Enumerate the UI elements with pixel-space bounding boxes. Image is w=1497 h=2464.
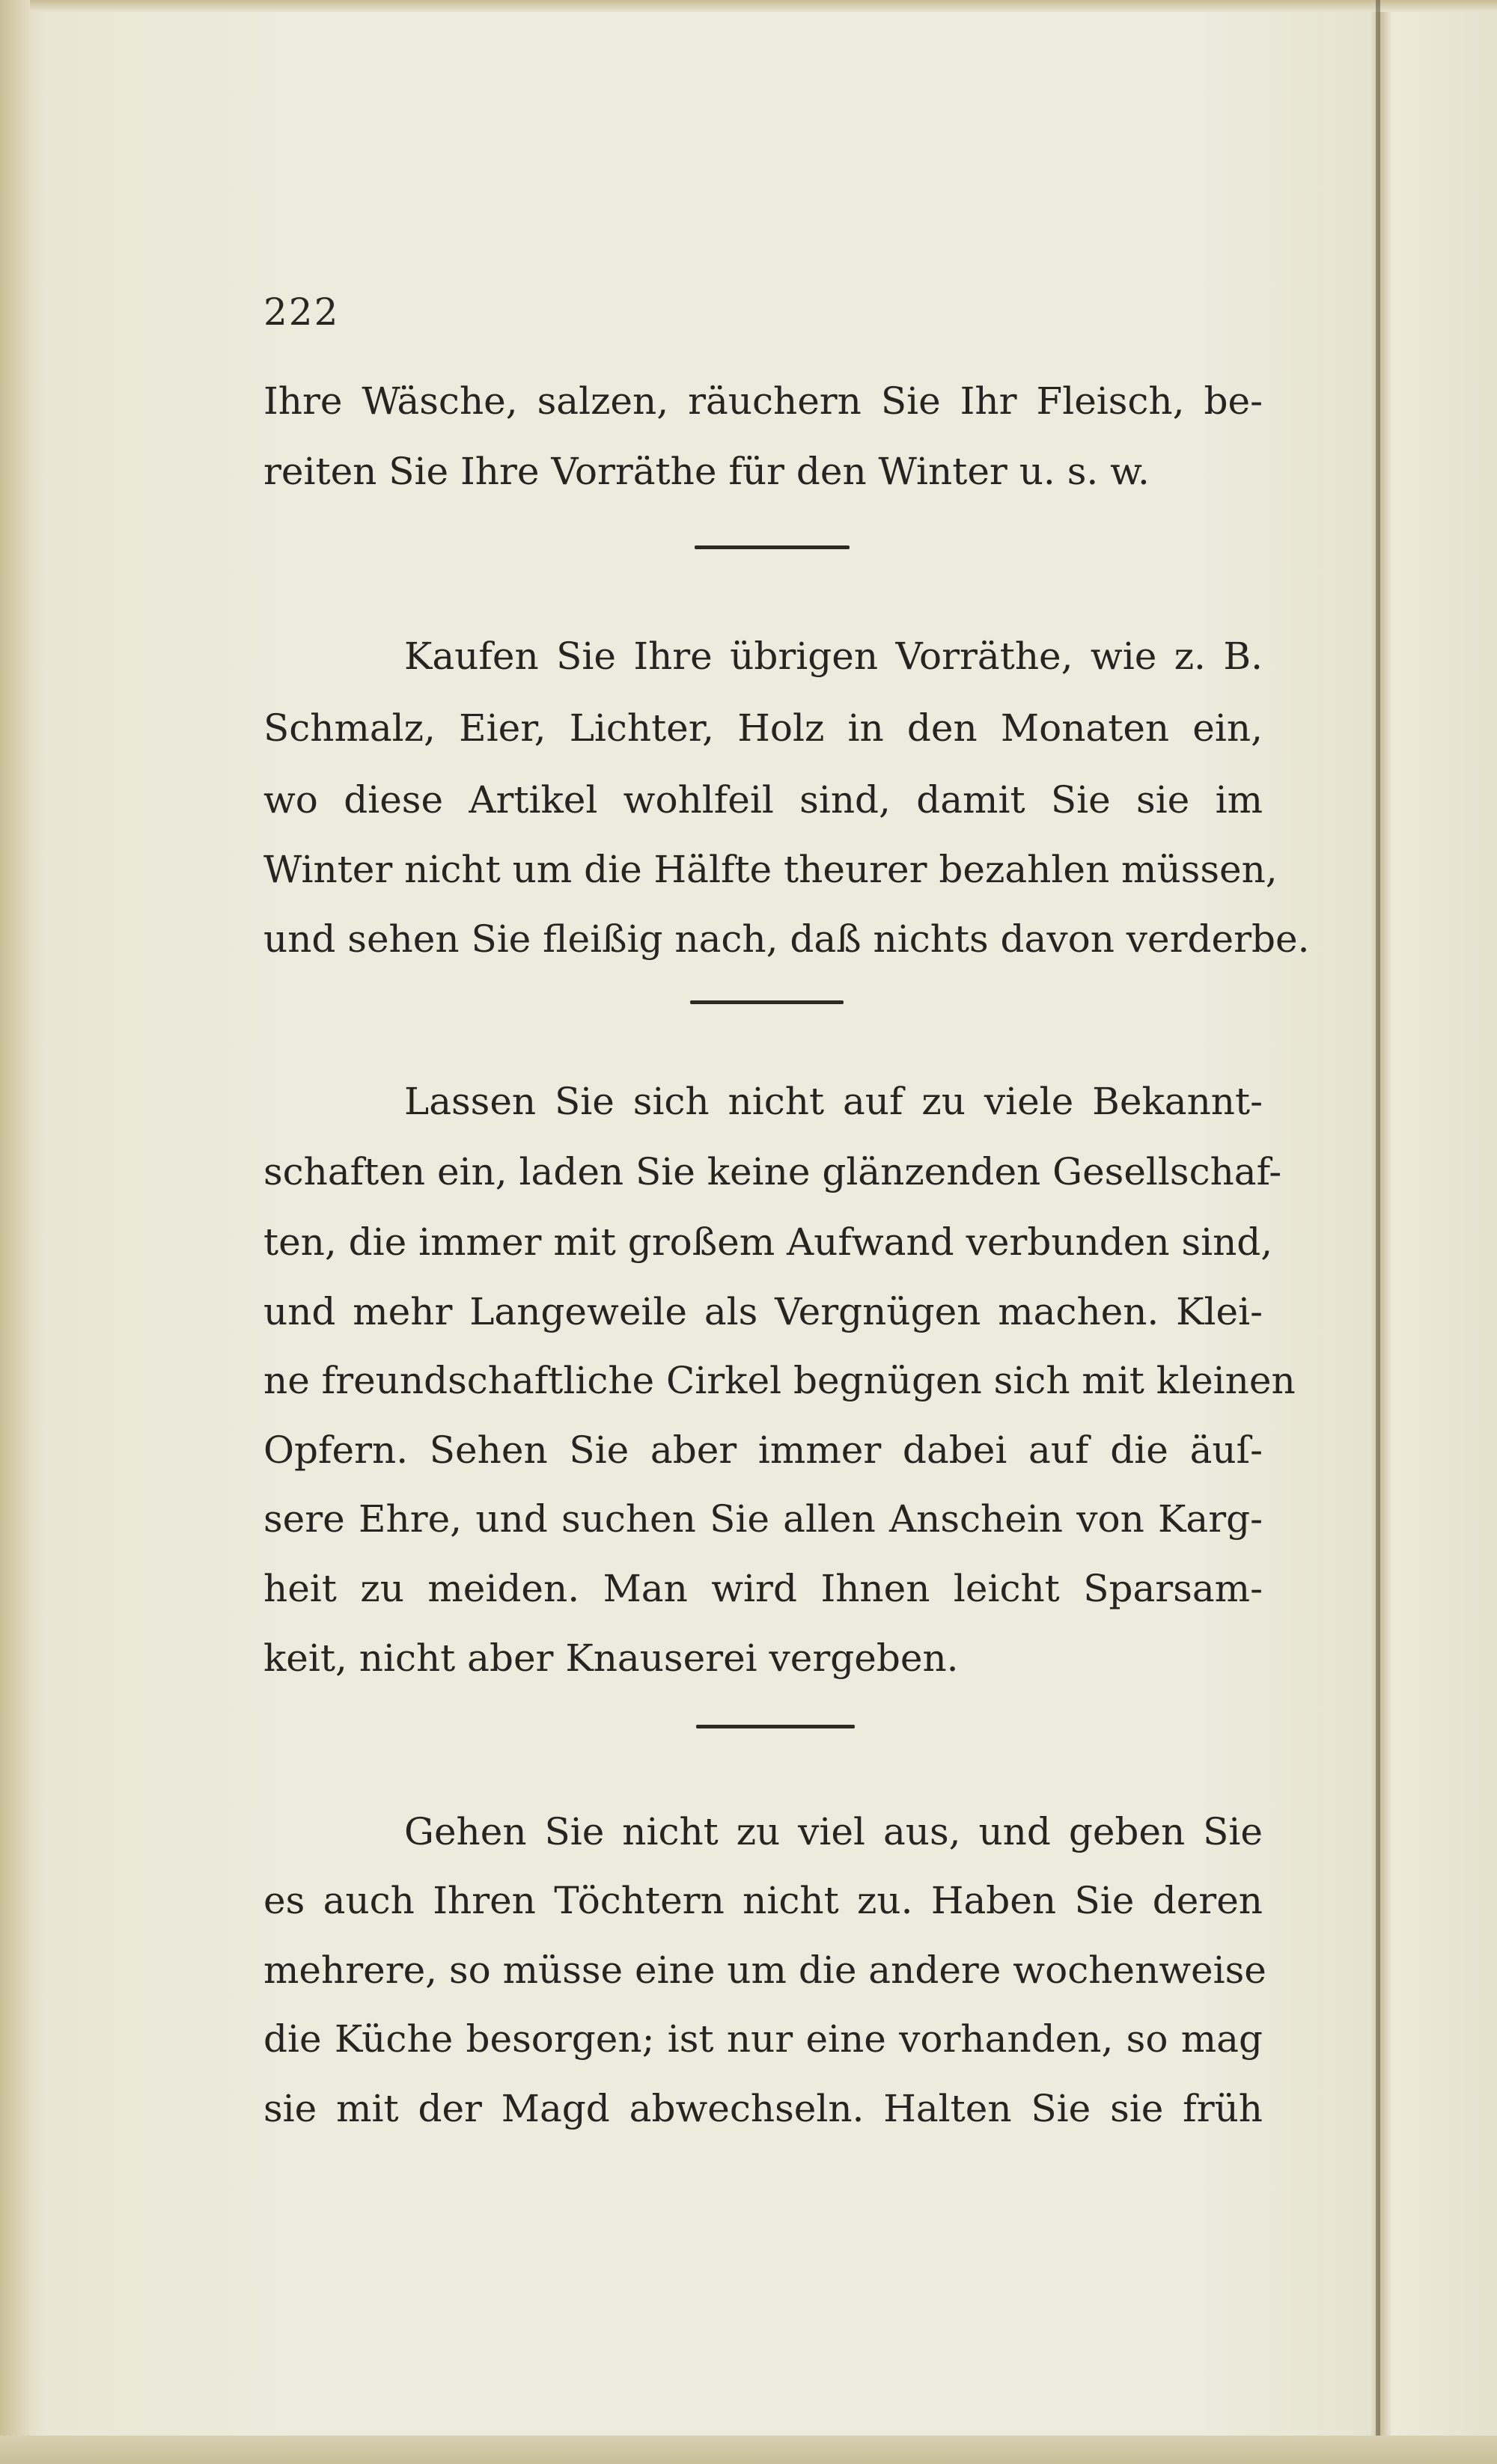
text-line: Ihre Wäsche, salzen, räuchern Sie Ihr Fleisch, be- (263, 379, 1263, 423)
text-line: reiten Sie Ihre Vorräthe für den Winter u. s. w. (263, 450, 1150, 493)
text-line: ten, die immer mit großem Aufwand verbunden sind, (263, 1220, 1273, 1264)
page-top-edge (0, 0, 1497, 12)
section-divider (695, 545, 850, 549)
text-line: Gehen Sie nicht zu viel aus, und geben Sie (404, 1810, 1263, 1853)
page-number: 222 (263, 290, 340, 334)
text-line: Opfern. Sehen Sie aber immer dabei auf die äuſ- (263, 1428, 1263, 1472)
text-line: sie mit der Magd abwechseln. Halten Sie sie früh (263, 2087, 1263, 2130)
text-line: die Küche besorgen; ist nur eine vorhanden, so mag (263, 2017, 1263, 2061)
text-line: und mehr Langeweile als Vergnügen machen. Klei- (263, 1290, 1263, 1333)
section-divider (696, 1725, 855, 1728)
text-line: und sehen Sie fleißig nach, daß nichts davon verderbe. (263, 917, 1310, 961)
text-line: Winter nicht um die Hälfte theurer bezahlen müssen, (263, 848, 1278, 891)
text-line: heit zu meiden. Man wird Ihnen leicht Sparsam- (263, 1567, 1263, 1610)
text-line: mehrere, so müsse eine um die andere wochenweise (263, 1948, 1266, 1992)
text-line: Schmalz, Eier, Lichter, Holz in den Monaten ein, (263, 706, 1263, 750)
text-line: ne freundschaftliche Cirkel begnügen sich mit kleinen (263, 1359, 1296, 1402)
binding-gutter (1376, 0, 1380, 2464)
text-line: wo diese Artikel wohlfeil sind, damit Sie sie im (263, 778, 1263, 822)
text-line: sere Ehre, und suchen Sie allen Anschein von Karg- (263, 1497, 1263, 1541)
text-line: keit, nicht aber Knauserei vergeben. (263, 1636, 959, 1680)
page-left-edge (0, 0, 30, 2464)
text-line: Lassen Sie sich nicht auf zu viele Bekannt- (404, 1080, 1263, 1123)
text-line: Kaufen Sie Ihre übrigen Vorräthe, wie z. B. (404, 635, 1263, 678)
section-divider (690, 1000, 844, 1004)
page-bottom-edge (0, 2436, 1497, 2464)
text-line: schaften ein, laden Sie keine glänzenden Gesellschaf- (263, 1150, 1282, 1193)
text-line: es auch Ihren Töchtern nicht zu. Haben Sie deren (263, 1879, 1263, 1922)
